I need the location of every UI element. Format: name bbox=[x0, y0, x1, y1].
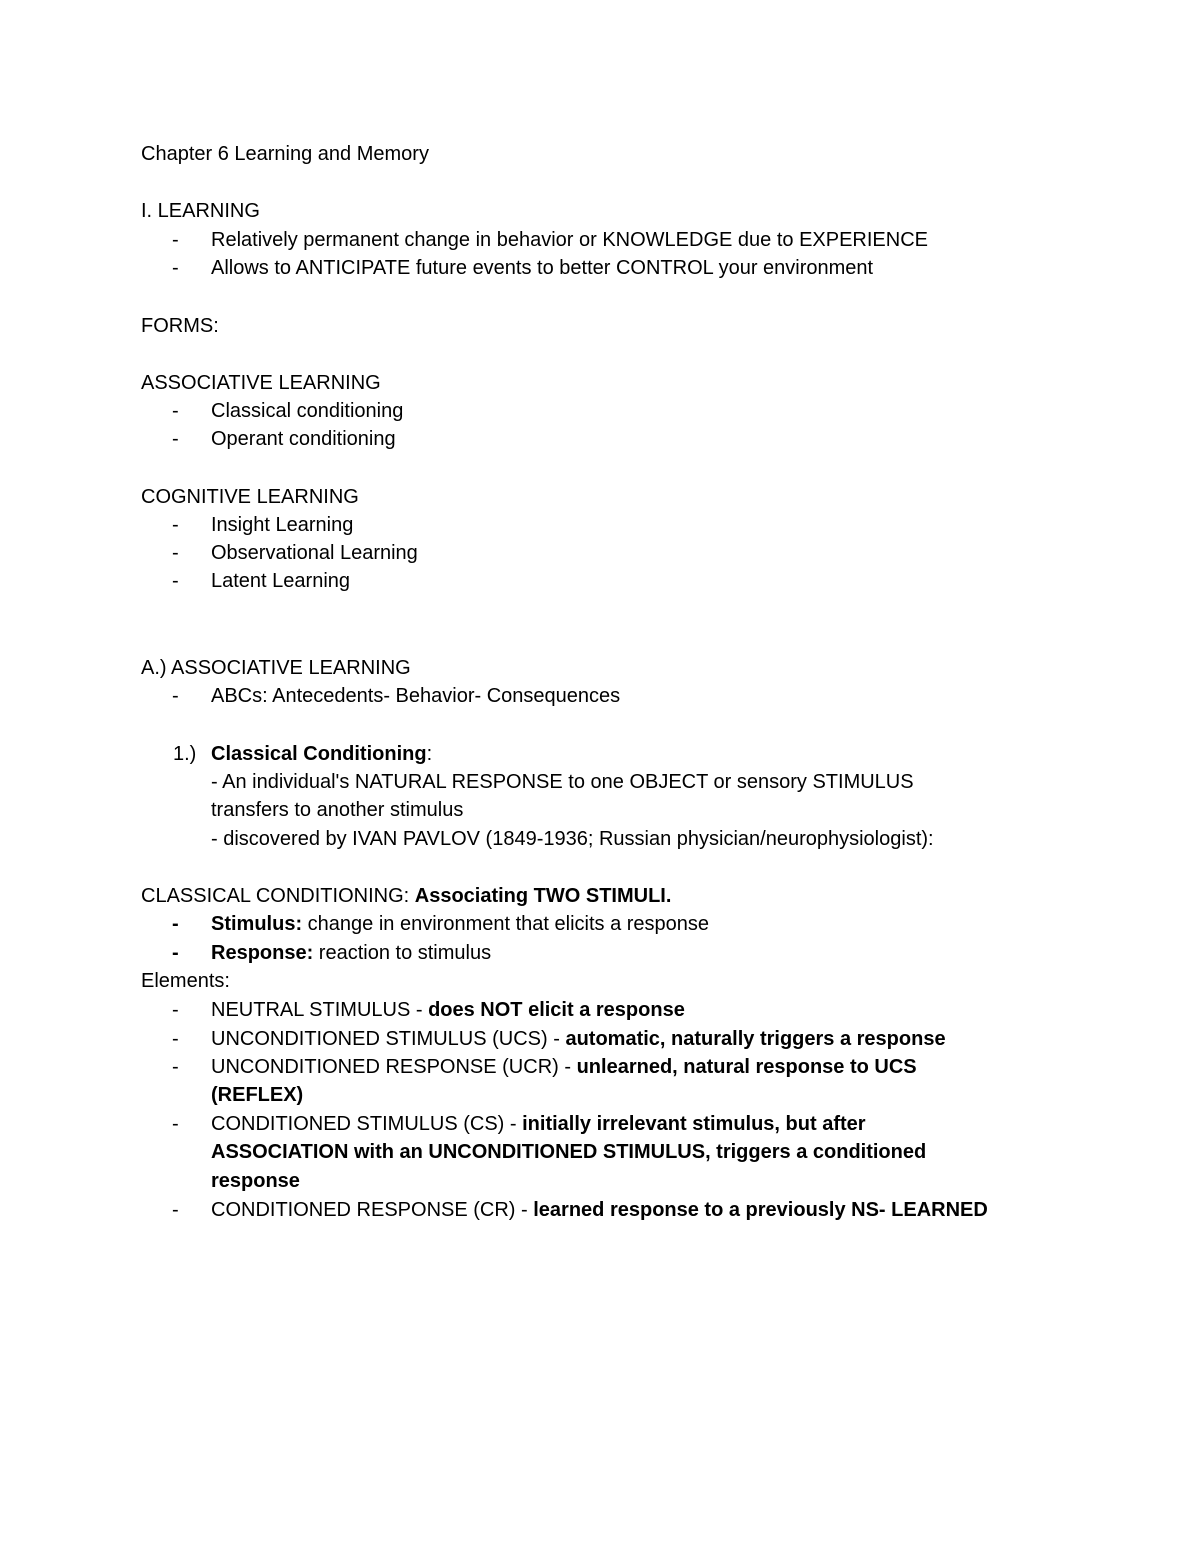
bullet-dash: - bbox=[172, 400, 179, 422]
element-name: NEUTRAL STIMULUS - bbox=[211, 999, 429, 1021]
element-desc: (REFLEX) bbox=[211, 1084, 304, 1106]
element-item bbox=[211, 1110, 866, 1138]
element-desc: learned response to a previously NS- LEARNED bbox=[533, 1199, 988, 1221]
classical-line: - An individual's NATURAL RESPONSE to one OBJECT or sensory STIMULUS bbox=[211, 771, 914, 793]
element-item bbox=[211, 1196, 988, 1224]
bullet-dash: - bbox=[172, 1028, 179, 1050]
element-desc-continued bbox=[211, 1081, 303, 1109]
bullet-dash: - bbox=[172, 999, 179, 1021]
element-name: CONDITIONED RESPONSE (CR) - bbox=[211, 1199, 534, 1221]
bullet-dash: - bbox=[172, 570, 179, 592]
element-desc: response bbox=[211, 1170, 300, 1192]
classical-title-line bbox=[211, 740, 432, 768]
element-desc: unlearned, natural response to UCS bbox=[576, 1056, 917, 1078]
element-item bbox=[211, 1053, 917, 1081]
bullet-dash: - bbox=[172, 913, 179, 935]
bullet-dash: - bbox=[172, 542, 179, 564]
cc-heading-bold: Associating TWO STIMULI. bbox=[414, 885, 672, 907]
elements-label: Elements: bbox=[141, 970, 230, 992]
bullet-dash: - bbox=[172, 229, 179, 251]
bullet-dash: - bbox=[172, 514, 179, 536]
cognitive-bullet: Latent Learning bbox=[211, 570, 351, 592]
bullet-dash: - bbox=[172, 428, 179, 450]
classical-number: 1.) bbox=[173, 743, 197, 765]
cc-heading-plain: CLASSICAL CONDITIONING: bbox=[141, 885, 415, 907]
def-text: change in environment that elicits a response bbox=[302, 913, 710, 935]
def-text: reaction to stimulus bbox=[313, 942, 492, 964]
element-item bbox=[211, 996, 685, 1024]
element-name: UNCONDITIONED STIMULUS (UCS) - bbox=[211, 1028, 566, 1050]
cc-def bbox=[211, 939, 491, 967]
bullet-dash: - bbox=[172, 1199, 179, 1221]
element-desc: automatic, naturally triggers a response bbox=[565, 1028, 946, 1050]
section-a-heading: A.) ASSOCIATIVE LEARNING bbox=[141, 657, 411, 679]
cc-def bbox=[211, 910, 709, 938]
learning-heading: I. LEARNING bbox=[141, 200, 260, 222]
associative-bullet: Classical conditioning bbox=[211, 400, 404, 422]
bullet-dash: - bbox=[172, 685, 179, 707]
element-desc-continued bbox=[211, 1138, 926, 1166]
associative-heading: ASSOCIATIVE LEARNING bbox=[141, 372, 381, 394]
bullet-dash: - bbox=[172, 1113, 179, 1135]
def-term: Stimulus: bbox=[211, 913, 303, 935]
bullet-dash: - bbox=[172, 1056, 179, 1078]
cognitive-bullet: Insight Learning bbox=[211, 514, 354, 536]
cc-heading bbox=[141, 882, 671, 910]
cognitive-bullet: Observational Learning bbox=[211, 542, 418, 564]
bullet-dash: - bbox=[172, 257, 179, 279]
associative-bullet: Operant conditioning bbox=[211, 428, 396, 450]
element-name: CONDITIONED STIMULUS (CS) - bbox=[211, 1113, 523, 1135]
learning-bullet: Allows to ANTICIPATE future events to better CONTROL your environment bbox=[211, 257, 874, 279]
cognitive-heading: COGNITIVE LEARNING bbox=[141, 486, 359, 508]
classical-colon: : bbox=[426, 743, 433, 765]
learning-bullet: Relatively permanent change in behavior or KNOWLEDGE due to EXPERIENCE bbox=[211, 229, 929, 251]
classical-title: Classical Conditioning bbox=[211, 743, 427, 765]
section-a-bullet: ABCs: Antecedents- Behavior- Consequences bbox=[211, 685, 621, 707]
element-name: UNCONDITIONED RESPONSE (UCR) - bbox=[211, 1056, 577, 1078]
def-term: Response: bbox=[211, 942, 314, 964]
classical-line: - discovered by IVAN PAVLOV (1849-1936; Russian physician/neurophysiologist): bbox=[211, 828, 934, 850]
element-desc-continued bbox=[211, 1167, 300, 1195]
classical-line: transfers to another stimulus bbox=[211, 799, 464, 821]
forms-heading: FORMS: bbox=[141, 315, 219, 337]
element-desc: ASSOCIATION with an UNCONDITIONED STIMULUS, triggers a conditioned bbox=[211, 1141, 927, 1163]
element-desc: does NOT elicit a response bbox=[428, 999, 685, 1021]
bullet-dash: - bbox=[172, 942, 179, 964]
element-desc: initially irrelevant stimulus, but after bbox=[522, 1113, 866, 1135]
element-item bbox=[211, 1025, 946, 1053]
page-title: Chapter 6 Learning and Memory bbox=[141, 143, 429, 165]
